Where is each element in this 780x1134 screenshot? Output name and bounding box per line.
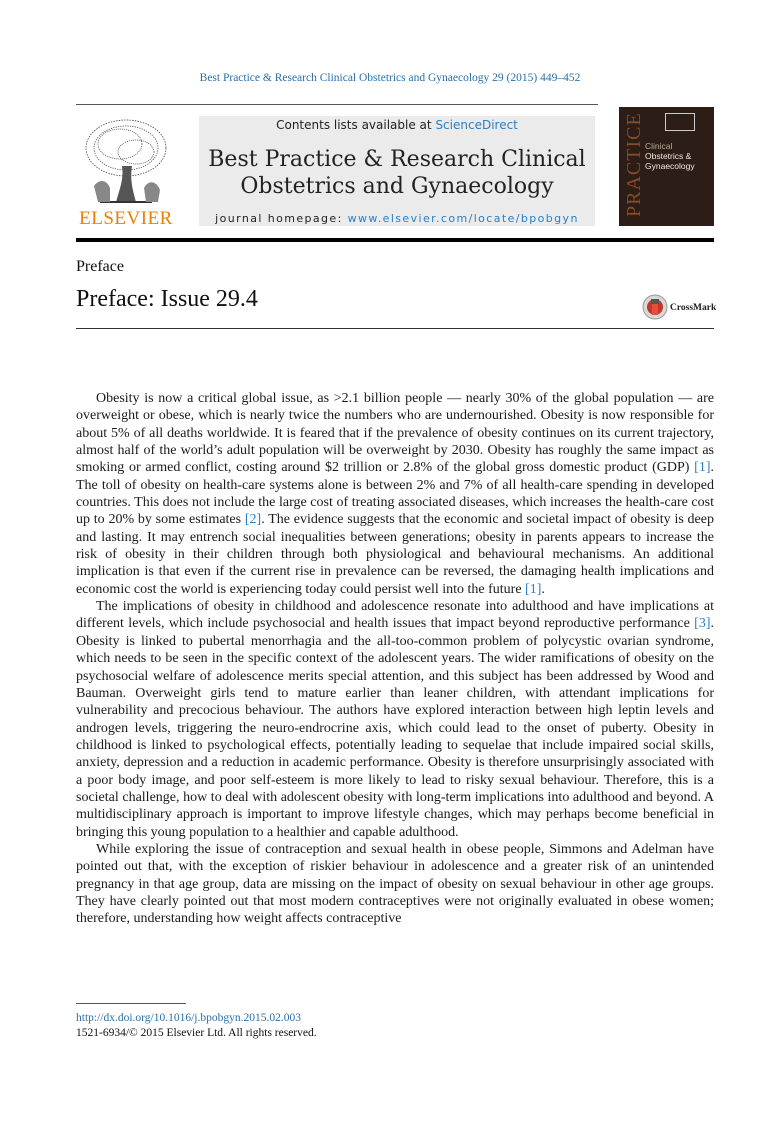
crossmark-button[interactable] [642,294,718,324]
journal-homepage-link[interactable]: www.elsevier.com/locate/bpobgyn [347,212,579,225]
elsevier-tree-icon [80,116,172,208]
reference-link-1[interactable]: [1] [694,460,711,476]
cover-side-text: PRACTICE [623,112,645,217]
paragraph-3: While exploring the issue of contraception and sexual health in obese people, Simmons and Adelman have pointed out that, with the exception of riskier behaviour in adolescence and a greater risk of an unintended pregnancy in that age group, data are missing on the impact of obesity on sexual behaviour in other age groups. They have clearly pointed out that most modern contraceptives were not originally evaluated in obese women; therefore, understanding how weight affects contraceptive [76,841,714,927]
paragraph-1-text-b: . The toll of obesity on health-care systems alone is between 2% and 7% of all health-care spending in developed countries. This does not include the large cost of treating associated diseases, which increases the health-care cost up to 20% by some estimates [76,460,714,528]
header-divider [76,104,598,105]
homepage-prefix: journal homepage: [215,212,348,225]
cover-title [645,141,711,171]
elsevier-wordmark: ELSEVIER [79,208,173,229]
paragraph-1 [76,390,714,598]
journal-title [199,146,595,200]
contents-prefix: Contents lists available at [276,118,436,132]
journal-cover-image[interactable] [619,107,714,226]
reference-link-3[interactable]: [3] [694,616,711,632]
cover-title-line3: Gynaecology [645,161,695,171]
journal-title-line2: Obstetrics and Gynaecology [240,174,554,199]
crossmark-label: CrossMark [670,303,717,313]
paragraph-2-text-b: . Obesity is linked to pubertal menorrhagia and the all-too-common problem of polycystic ovarian syndrome, which needs to be seen in the specific context of the adolescent years. The wider ramifications of obesity on the psychosocial welfare of adolescence merits special attention, and this subject has been addressed by Wood and Bauman. Overweight girls tend to mature earlier than leaner children, with attendant implications for vulnerability and precocious behaviour. The authors have explored interaction between high leptin levels and androgen levels, triggering the neuro-endrocrine axis, which could lead to the onset of puberty. Obesity in childhood is linked to psychological effects, potentially leading to sequelae that include impaired social skills, anxiety, depression and a reduction in academic performance. Obesity is therefore unsurprisingly associated with a poor body image, and poor self-esteem is more likely to lead to risky sexual behaviour. Therefore, this is a societal challenge, how to deal with adolescent obesity with long-term implications into adulthood and beyond. A multidisciplinary approach is important to improve lifestyle changes, which may perhaps become beneficial in bringing this young population to a healthier and capable adulthood. [76,616,714,840]
article-section-label: Preface [76,258,124,275]
elsevier-logo[interactable] [76,116,176,228]
title-divider [76,328,714,329]
journal-header-box [199,116,595,226]
paragraph-1-text-a: Obesity is now a critical global issue, as >2.1 billion people — nearly 30% of the global population — are overweight or obese, which is nearly twice the numbers who are undernourished. Obesity is now responsible for about 5% of all deaths worldwide. It is feared that if the prevalence of obesity continues on its current trajectory, almost half of the world’s adult population will be overweight by 2030. Obesity has roughly the same impact as smoking or armed conflict, costing around $2 trillion or 2.8% of the global gross domestic product (GDP) [76,391,714,476]
footer-divider [76,1003,186,1004]
article-title: Preface: Issue 29.4 [76,286,258,312]
homepage-line [199,212,595,225]
header-thick-divider [76,238,714,242]
cover-title-line1: Clinical [645,141,673,151]
journal-title-line1: Best Practice & Research Clinical [208,147,586,172]
article-body [76,390,714,928]
paragraph-1-text-d: . [541,581,545,597]
crossmark-icon [642,294,668,320]
sciencedirect-link[interactable]: ScienceDirect [435,118,518,132]
paragraph-1-text-c: . The evidence suggests that the economic and societal impact of obesity is deep and lasting. It may entrench social inequalities between generations; obesity in parents appears to increase the risk of obesity in their children through both physiological and behavioural mechanisms. An additional implication is that even if the current rise in prevalence can be reversed, the damaging health implications and economic cost the world is experiencing today could persist well into the future [76,512,714,597]
doi-link[interactable]: http://dx.doi.org/10.1016/j.bpobgyn.2015.02.003 [76,1012,302,1024]
paragraph-2-text-a: The implications of obesity in childhood and adolescence resonate into adulthood and have implications at different levels, which include psychosocial and health issues that impact beyond reproductive performance [76,599,714,632]
cover-title-line2: Obstetrics & [645,151,692,161]
paragraph-2 [76,598,714,841]
reference-link-2[interactable]: [2] [244,512,262,528]
copyright-notice: 1521-6934/© 2015 Elsevier Ltd. All rights reserved. [76,1027,317,1039]
reference-link-1-repeat[interactable]: [1] [525,581,542,597]
journal-citation[interactable]: Best Practice & Research Clinical Obstetrics and Gynaecology 29 (2015) 449–452 [199,72,581,84]
contents-line [199,118,595,132]
cover-logo-icon [665,113,695,131]
